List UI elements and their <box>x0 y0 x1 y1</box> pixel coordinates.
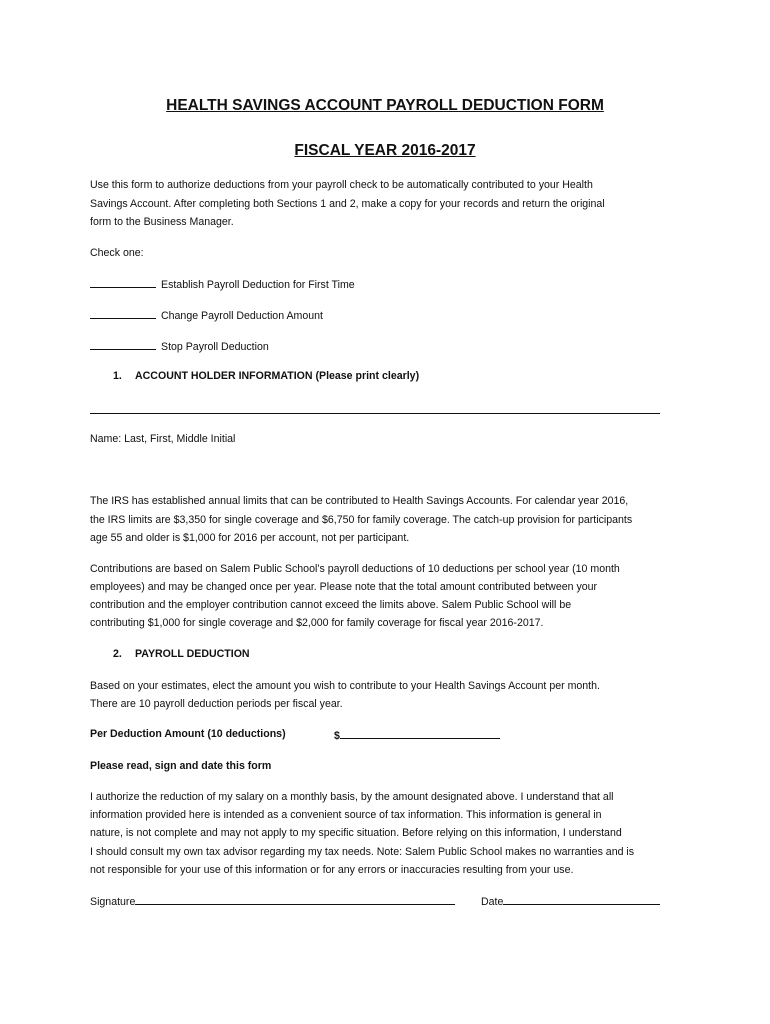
amount-entry-line[interactable] <box>340 728 500 739</box>
currency-symbol: $ <box>334 730 340 742</box>
contrib-line: employees) and may be changed once per year. Please note that the total amount contributed between your <box>90 581 598 593</box>
name-entry-line[interactable] <box>90 413 660 414</box>
irs-line: The IRS has established annual limits that can be contributed to Health Savings Accounts. For calendar year 2016, <box>90 495 629 507</box>
date-label: Date <box>481 896 504 908</box>
date-line[interactable] <box>503 894 660 905</box>
option-change-checkline[interactable] <box>90 308 156 319</box>
per-deduction-label: Per Deduction Amount (10 deductions) <box>90 728 286 740</box>
check-one-label: Check one: <box>90 247 144 259</box>
section2-title: PAYROLL DEDUCTION <box>135 648 250 660</box>
intro-line: Savings Account. After completing both Sections 1 and 2, make a copy for your records and return the original <box>90 198 605 210</box>
contrib-line: Contributions are based on Salem Public School’s payroll deductions of 10 deductions per school year (10 month <box>90 563 620 575</box>
option-change-label: Change Payroll Deduction Amount <box>161 310 323 322</box>
authorize-line: information provided here is intended as a convenient source of tax information. This information is general in <box>90 809 602 821</box>
intro-line: form to the Business Manager. <box>90 216 234 228</box>
option-change <box>90 308 323 323</box>
authorize-line: not responsible for your use of this information or for any errors or inaccuracies resulting from your use. <box>90 864 574 876</box>
signature-line[interactable] <box>135 894 455 905</box>
authorize-line: I authorize the reduction of my salary on a monthly basis, by the amount designated above. I understand that all <box>90 791 614 803</box>
section2-heading <box>113 648 250 660</box>
estimate-line: Based on your estimates, elect the amount you wish to contribute to your Health Savings Account per month. <box>90 680 600 692</box>
irs-line: the IRS limits are $3,350 for single coverage and $6,750 for family coverage. The catch-up provision for participants <box>90 514 633 526</box>
section1-number: 1. <box>113 370 122 382</box>
signature-field <box>90 894 455 908</box>
read-sign-heading: Please read, sign and date this form <box>90 760 272 772</box>
option-stop-label: Stop Payroll Deduction <box>161 341 269 353</box>
estimate-line: There are 10 payroll deduction periods per fiscal year. <box>90 698 343 710</box>
form-title: HEALTH SAVINGS ACCOUNT PAYROLL DEDUCTION FORM <box>166 97 604 114</box>
per-deduction-amount-field[interactable] <box>334 728 500 742</box>
signature-label: Signature <box>90 896 136 908</box>
option-establish-checkline[interactable] <box>90 277 156 288</box>
contrib-line: contributing $1,000 for single coverage and $2,000 for family coverage for fiscal year 2016-2017. <box>90 617 544 629</box>
date-field <box>481 894 660 908</box>
option-stop-checkline[interactable] <box>90 339 156 350</box>
intro-line: Use this form to authorize deductions from your payroll check to be automatically contributed to your Health <box>90 179 593 191</box>
authorize-line: I should consult my own tax advisor regarding my tax needs. Note: Salem Public School makes no warranties and is <box>90 846 635 858</box>
authorize-line: nature, is not complete and may not apply to my specific situation. Before relying on this information, I understand <box>90 827 622 839</box>
section1-heading <box>113 370 419 382</box>
section2-number: 2. <box>113 648 122 660</box>
section1-title: ACCOUNT HOLDER INFORMATION (Please print clearly) <box>135 370 420 382</box>
contrib-line: contribution and the employer contribution cannot exceed the limits above. Salem Public School will be <box>90 599 572 611</box>
name-label: Name: Last, First, Middle Initial <box>90 433 236 445</box>
form-subtitle: FISCAL YEAR 2016-2017 <box>294 142 476 159</box>
irs-line: age 55 and older is $1,000 for 2016 per account, not per participant. <box>90 532 410 544</box>
option-stop <box>90 339 269 354</box>
option-establish-label: Establish Payroll Deduction for First Time <box>161 279 355 291</box>
option-establish <box>90 277 355 292</box>
